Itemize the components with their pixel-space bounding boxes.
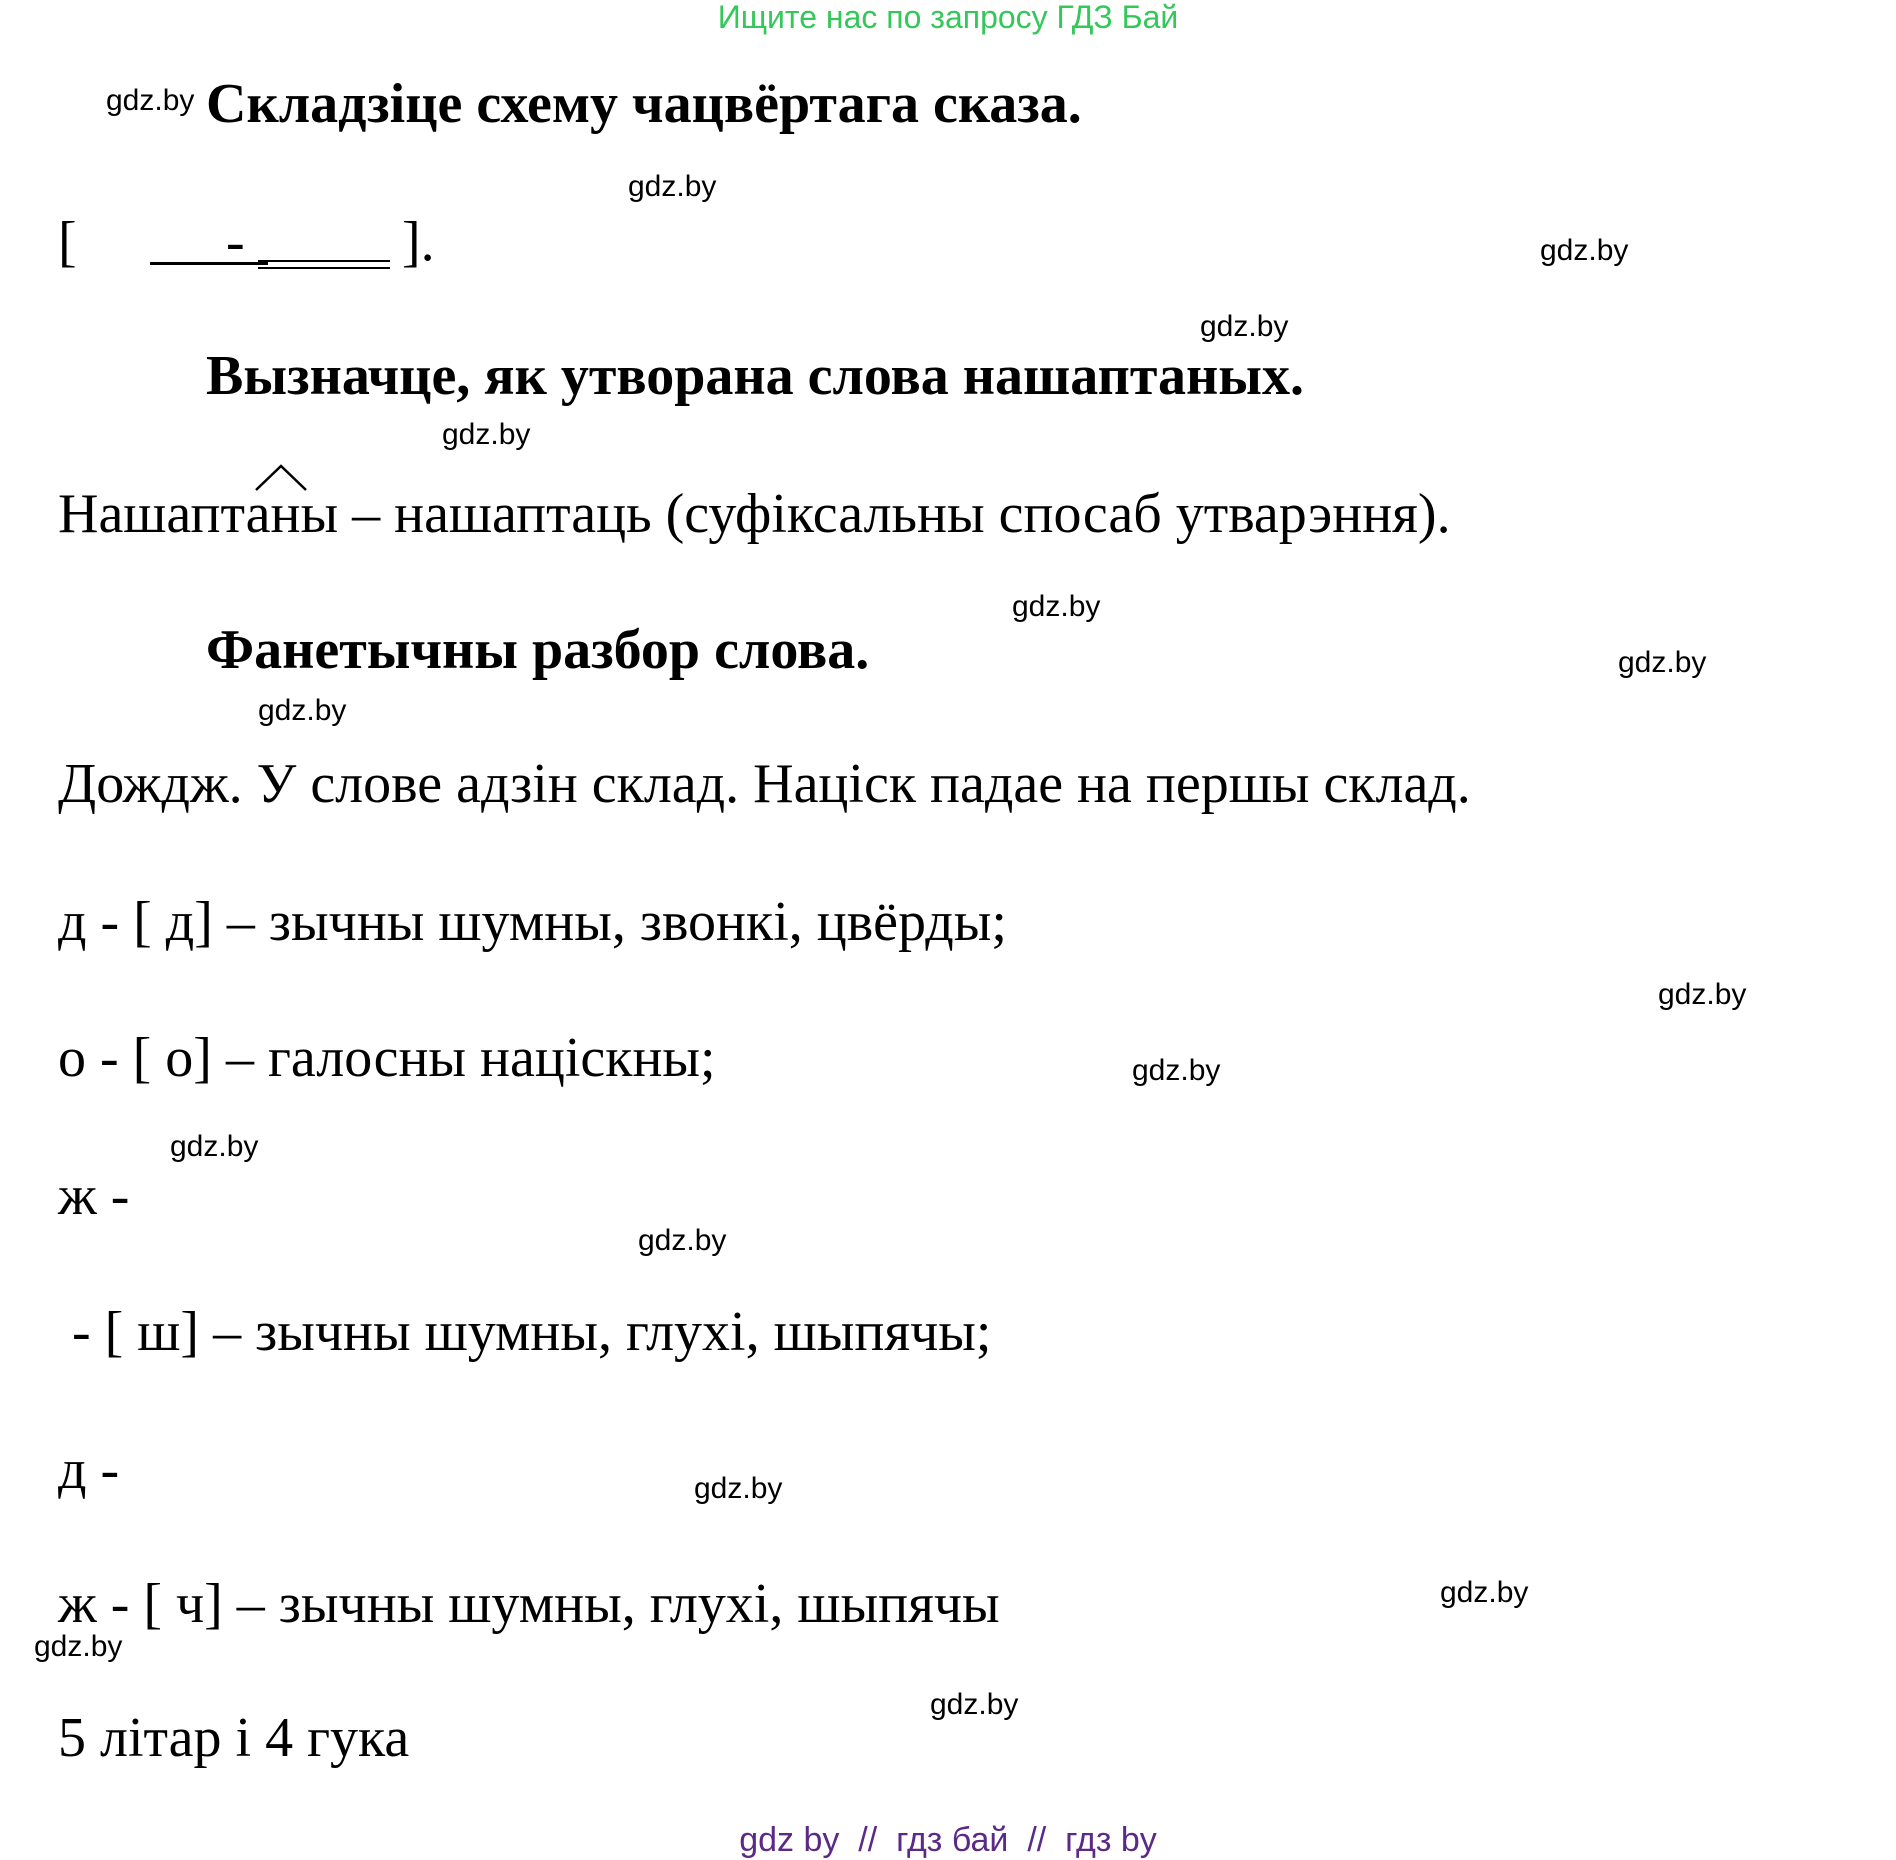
- task2-answer: Нашаптаны – нашаптаць (суфіксальны спосаб утварэння).: [58, 483, 1451, 545]
- task3-summary: 5 літар і 4 гука: [58, 1707, 410, 1769]
- phonetic-line: ж -: [58, 1165, 130, 1227]
- scheme-close-bracket: ].: [402, 211, 435, 273]
- predicate-double-underline: [258, 260, 390, 269]
- watermark: gdz.by: [34, 1630, 123, 1663]
- task2-heading: Вызначце, як утворана слова нашаптаных.: [206, 345, 1305, 407]
- task3-intro: Дождж. У слове адзін склад. Націск падае на першы склад.: [58, 753, 1471, 815]
- scheme-dash: -: [226, 211, 245, 273]
- watermark: gdz.by: [1132, 1054, 1221, 1087]
- phonetic-line: ж - [ ч] – зычны шумны, глухі, шыпячы: [58, 1573, 1000, 1635]
- top-banner[interactable]: Ищите нас по запросу ГДЗ Бай: [717, 0, 1179, 35]
- footer-links[interactable]: gdz by // гдз бай // гдз by: [739, 1821, 1157, 1859]
- watermark: gdz.by: [258, 694, 347, 727]
- phonetic-line: о - [ о] – галосны націскны;: [58, 1027, 716, 1089]
- watermark: gdz.by: [1540, 234, 1629, 267]
- scheme-open-bracket: [: [58, 211, 77, 273]
- watermark: gdz.by: [106, 84, 195, 117]
- task1-heading: Складзіце схему чацвёртага сказа.: [206, 73, 1082, 135]
- watermark: gdz.by: [1618, 646, 1707, 679]
- task3-heading: Фанетычны разбор слова.: [206, 619, 870, 681]
- watermark: gdz.by: [930, 1688, 1019, 1721]
- watermark: gdz.by: [1012, 590, 1101, 623]
- phonetic-line: д -: [58, 1439, 120, 1501]
- watermark: gdz.by: [694, 1472, 783, 1505]
- watermark: gdz.by: [1440, 1576, 1529, 1609]
- subject-underline: [150, 262, 268, 265]
- watermark: gdz.by: [170, 1130, 259, 1163]
- watermark: gdz.by: [638, 1224, 727, 1257]
- watermark: gdz.by: [628, 170, 717, 203]
- phonetic-line: д - [ д] – зычны шумны, звонкі, цвёрды;: [58, 891, 1007, 953]
- watermark: gdz.by: [442, 418, 531, 451]
- phonetic-line: - [ ш] – зычны шумны, глухі, шыпячы;: [58, 1301, 992, 1363]
- watermark: gdz.by: [1658, 978, 1747, 1011]
- watermark: gdz.by: [1200, 310, 1289, 343]
